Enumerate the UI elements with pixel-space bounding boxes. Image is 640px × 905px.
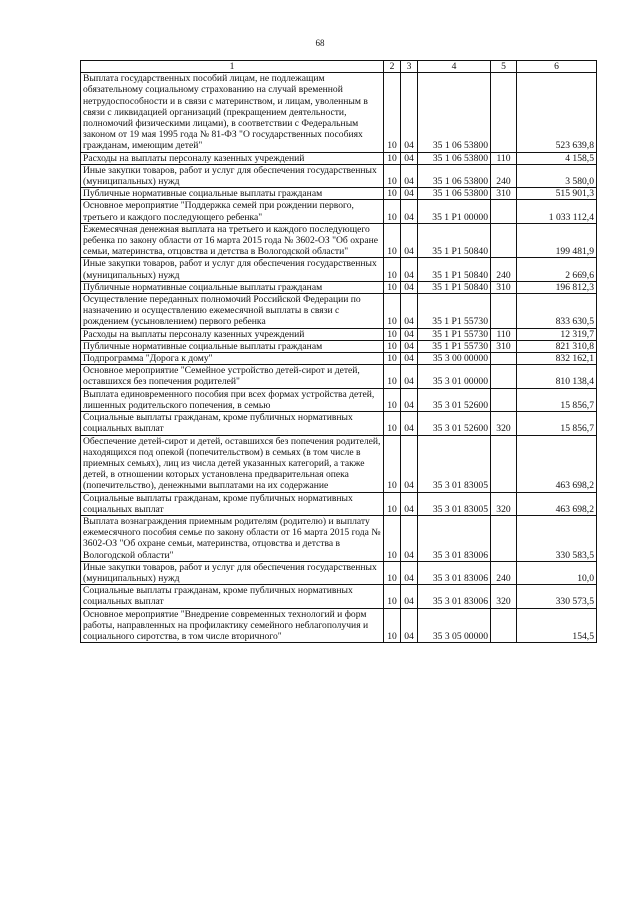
- cell-name: Публичные нормативные социальные выплаты гражданам: [81, 340, 384, 352]
- header-cell-1: 1: [81, 61, 384, 73]
- table-row: [81, 515, 597, 561]
- cell-rz: 10: [384, 340, 401, 352]
- cell-rz: 10: [384, 435, 401, 492]
- header-cell-2: 2: [384, 61, 401, 73]
- cell-vr: 310: [491, 340, 517, 352]
- header-cell-4: 4: [418, 61, 491, 73]
- cell-name: Иные закупки товаров, работ и услуг для обеспечения государственных (муниципальных) нужд: [81, 164, 384, 187]
- cell-name: Основное мероприятие "Внедрение современных технологий и форм работы, направленных на профилактику семейного неблагополучия и социального сиротства, в том числе вторичного": [81, 608, 384, 643]
- cell-rz: 10: [384, 223, 401, 258]
- cell-sum: 330 573,5: [517, 585, 597, 608]
- cell-pr: 04: [401, 515, 418, 561]
- cell-rz: 10: [384, 328, 401, 340]
- cell-sum: 154,5: [517, 608, 597, 643]
- cell-pr: 04: [401, 294, 418, 329]
- cell-sum: 832 162,1: [517, 353, 597, 365]
- budget-table: [80, 60, 597, 643]
- cell-rz: 10: [384, 152, 401, 164]
- table-row: [81, 223, 597, 258]
- table-row: [81, 412, 597, 435]
- cell-csr: 35 3 01 83006: [418, 561, 491, 584]
- cell-csr: 35 1 06 53800: [418, 188, 491, 200]
- cell-csr: 35 1 P1 50840: [418, 281, 491, 293]
- cell-rz: 10: [384, 164, 401, 187]
- cell-pr: 04: [401, 281, 418, 293]
- header-cell-3: 3: [401, 61, 418, 73]
- table-row: [81, 152, 597, 164]
- cell-rz: 10: [384, 353, 401, 365]
- table-row: [81, 294, 597, 329]
- cell-pr: 04: [401, 435, 418, 492]
- cell-sum: 463 698,2: [517, 492, 597, 515]
- cell-vr: [491, 353, 517, 365]
- cell-rz: 10: [384, 281, 401, 293]
- table-row: [81, 388, 597, 411]
- cell-name: Иные закупки товаров, работ и услуг для обеспечения государственных (муниципальных) нужд: [81, 561, 384, 584]
- cell-sum: 810 138,4: [517, 365, 597, 388]
- cell-vr: [491, 388, 517, 411]
- cell-sum: 833 630,5: [517, 294, 597, 329]
- cell-rz: 10: [384, 365, 401, 388]
- cell-vr: [491, 294, 517, 329]
- cell-sum: 4 158,5: [517, 152, 597, 164]
- cell-csr: 35 3 01 00000: [418, 365, 491, 388]
- cell-name: Расходы на выплаты персоналу казенных учреждений: [81, 152, 384, 164]
- cell-vr: [491, 223, 517, 258]
- table-row: [81, 164, 597, 187]
- table-row: [81, 365, 597, 388]
- cell-vr: [491, 608, 517, 643]
- cell-csr: 35 1 P1 55730: [418, 340, 491, 352]
- cell-sum: 15 856,7: [517, 412, 597, 435]
- cell-sum: 15 856,7: [517, 388, 597, 411]
- cell-rz: 10: [384, 608, 401, 643]
- cell-pr: 04: [401, 585, 418, 608]
- table-row: [81, 73, 597, 152]
- cell-vr: 110: [491, 328, 517, 340]
- table-header-row: [81, 61, 597, 73]
- cell-pr: 04: [401, 353, 418, 365]
- cell-vr: 320: [491, 412, 517, 435]
- table-row: [81, 492, 597, 515]
- cell-csr: 35 3 01 83006: [418, 515, 491, 561]
- cell-name: Основное мероприятие "Поддержка семей при рождении первого, третьего и каждого последующего ребенка": [81, 200, 384, 223]
- cell-pr: 04: [401, 73, 418, 152]
- cell-sum: 821 310,8: [517, 340, 597, 352]
- cell-csr: 35 1 P1 55730: [418, 294, 491, 329]
- cell-vr: [491, 365, 517, 388]
- cell-vr: [491, 73, 517, 152]
- cell-csr: 35 3 01 83005: [418, 435, 491, 492]
- cell-name: Подпрограмма "Дорога к дому": [81, 353, 384, 365]
- table-row: [81, 258, 597, 281]
- cell-sum: 1 033 112,4: [517, 200, 597, 223]
- cell-pr: 04: [401, 608, 418, 643]
- table-row: [81, 353, 597, 365]
- cell-sum: 199 481,9: [517, 223, 597, 258]
- cell-pr: 04: [401, 152, 418, 164]
- cell-vr: 320: [491, 492, 517, 515]
- cell-vr: 240: [491, 258, 517, 281]
- cell-csr: 35 1 06 53800: [418, 152, 491, 164]
- cell-pr: 04: [401, 200, 418, 223]
- table-row: [81, 200, 597, 223]
- cell-name: Ежемесячная денежная выплата на третьего и каждого последующего ребенка по закону области от 16 марта 2015 года № 3602-ОЗ "Об охране семьи, материнства, отцовства и детства в Вологодской области": [81, 223, 384, 258]
- page-number: 68: [315, 38, 325, 48]
- cell-csr: 35 1 P1 50840: [418, 258, 491, 281]
- cell-sum: 196 812,3: [517, 281, 597, 293]
- cell-name: Выплата государственных пособий лицам, не подлежащим обязательному социальному страхованию на случай временной нетрудоспособности и в связи с материнством, и лицам, уволенным в связи с ликвидацией организаций (прекращением деятельности, полномочий физическими лицами), в соответствии с Федеральным законом от 19 мая 1995 года № 81-ФЗ "О государственных пособиях гражданам, имеющим детей": [81, 73, 384, 152]
- cell-sum: 523 639,8: [517, 73, 597, 152]
- header-cell-5: 5: [491, 61, 517, 73]
- cell-csr: 35 3 05 00000: [418, 608, 491, 643]
- cell-vr: 320: [491, 585, 517, 608]
- cell-pr: 04: [401, 561, 418, 584]
- cell-sum: 10,0: [517, 561, 597, 584]
- table-row: [81, 585, 597, 608]
- cell-csr: 35 1 P1 50840: [418, 223, 491, 258]
- cell-name: Социальные выплаты гражданам, кроме публичных нормативных социальных выплат: [81, 585, 384, 608]
- table-row: [81, 340, 597, 352]
- cell-name: Основное мероприятие "Семейное устройство детей-сирот и детей, оставшихся без попечения родителей": [81, 365, 384, 388]
- cell-vr: 110: [491, 152, 517, 164]
- cell-name: Публичные нормативные социальные выплаты гражданам: [81, 188, 384, 200]
- table-row: [81, 281, 597, 293]
- cell-csr: 35 1 06 53800: [418, 164, 491, 187]
- cell-csr: 35 3 01 83005: [418, 492, 491, 515]
- cell-sum: 330 583,5: [517, 515, 597, 561]
- cell-pr: 04: [401, 340, 418, 352]
- cell-vr: [491, 515, 517, 561]
- table-body: [81, 73, 597, 643]
- cell-csr: 35 3 01 83006: [418, 585, 491, 608]
- cell-name: Осуществление переданных полномочий Российской Федерации по назначению и осуществлению ежемесячной выплаты в связи с рождением (усыновлением) первого ребенка: [81, 294, 384, 329]
- cell-pr: 04: [401, 328, 418, 340]
- cell-csr: 35 1 P1 00000: [418, 200, 491, 223]
- cell-rz: 10: [384, 585, 401, 608]
- table-row: [81, 328, 597, 340]
- cell-pr: 04: [401, 223, 418, 258]
- cell-csr: 35 3 01 52600: [418, 412, 491, 435]
- cell-pr: 04: [401, 164, 418, 187]
- table-row: [81, 188, 597, 200]
- cell-pr: 04: [401, 258, 418, 281]
- cell-rz: 10: [384, 412, 401, 435]
- cell-name: Выплата единовременного пособия при всех формах устройства детей, лишенных родительского попечения, в семью: [81, 388, 384, 411]
- cell-rz: 10: [384, 388, 401, 411]
- cell-rz: 10: [384, 73, 401, 152]
- cell-csr: 35 3 01 52600: [418, 388, 491, 411]
- table-row: [81, 435, 597, 492]
- cell-rz: 10: [384, 200, 401, 223]
- cell-pr: 04: [401, 365, 418, 388]
- cell-pr: 04: [401, 412, 418, 435]
- cell-rz: 10: [384, 188, 401, 200]
- cell-csr: 35 1 06 53800: [418, 73, 491, 152]
- cell-csr: 35 3 00 00000: [418, 353, 491, 365]
- cell-vr: 240: [491, 164, 517, 187]
- cell-vr: 310: [491, 188, 517, 200]
- cell-pr: 04: [401, 492, 418, 515]
- cell-rz: 10: [384, 294, 401, 329]
- cell-name: Социальные выплаты гражданам, кроме публичных нормативных социальных выплат: [81, 412, 384, 435]
- cell-sum: 463 698,2: [517, 435, 597, 492]
- cell-sum: 12 319,7: [517, 328, 597, 340]
- cell-rz: 10: [384, 515, 401, 561]
- header-cell-6: 6: [517, 61, 597, 73]
- cell-name: Социальные выплаты гражданам, кроме публичных нормативных социальных выплат: [81, 492, 384, 515]
- table-row: [81, 608, 597, 643]
- cell-name: Выплата вознаграждения приемным родителям (родителю) и выплату ежемесячного пособия семье по закону области от 16 марта 2015 года № 3602-ОЗ "Об охране семьи, материнства, отцовства и детства в Вологодской области": [81, 515, 384, 561]
- cell-vr: 310: [491, 281, 517, 293]
- cell-vr: [491, 435, 517, 492]
- cell-rz: 10: [384, 258, 401, 281]
- cell-sum: 2 669,6: [517, 258, 597, 281]
- cell-rz: 10: [384, 561, 401, 584]
- cell-name: Расходы на выплаты персоналу казенных учреждений: [81, 328, 384, 340]
- cell-name: Обеспечение детей-сирот и детей, оставшихся без попечения родителей, находящихся под опекой (попечительством) в семьях (в том числе в приемных семьях), лиц из числа детей указанных категорий, а также детей, в отношении которых установлена предварительная опека (попечительство), денежными выплатами на их содержание: [81, 435, 384, 492]
- cell-vr: [491, 200, 517, 223]
- cell-pr: 04: [401, 388, 418, 411]
- cell-rz: 10: [384, 492, 401, 515]
- cell-name: Иные закупки товаров, работ и услуг для обеспечения государственных (муниципальных) нужд: [81, 258, 384, 281]
- cell-name: Публичные нормативные социальные выплаты гражданам: [81, 281, 384, 293]
- cell-csr: 35 1 P1 55730: [418, 328, 491, 340]
- cell-sum: 3 580,0: [517, 164, 597, 187]
- cell-vr: 240: [491, 561, 517, 584]
- table-row: [81, 561, 597, 584]
- cell-sum: 515 901,3: [517, 188, 597, 200]
- cell-pr: 04: [401, 188, 418, 200]
